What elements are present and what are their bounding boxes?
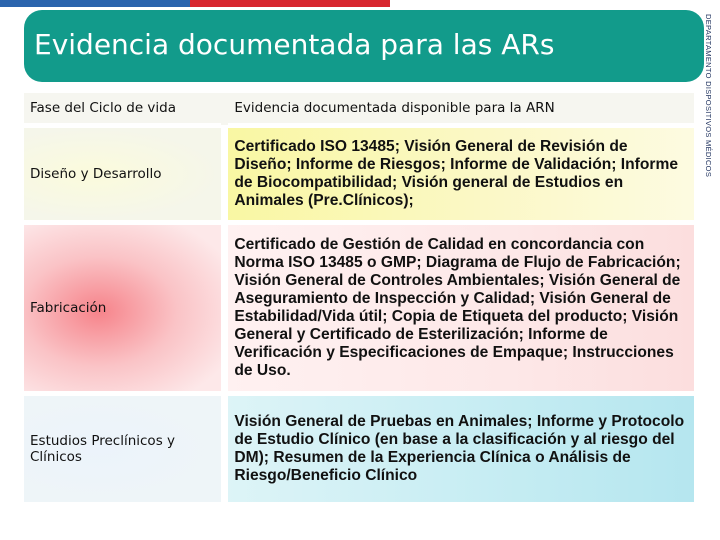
column-separator — [221, 396, 228, 504]
top-bar-blue-segment — [0, 0, 190, 7]
header-phase: Fase del Ciclo de vida — [24, 93, 221, 125]
column-separator — [221, 225, 228, 393]
slide-title: Evidencia documentada para las ARs — [34, 28, 555, 61]
top-bar-white-segment — [390, 0, 720, 7]
title-banner — [24, 10, 704, 82]
side-label — [697, 14, 717, 214]
row-phase: Diseño y Desarrollo — [24, 128, 221, 222]
column-separator — [221, 93, 228, 125]
table-row — [24, 225, 694, 393]
header-evidence: Evidencia documentada disponible para la ARN — [228, 93, 694, 125]
row-phase: Estudios Preclínicos y Clínicos — [24, 396, 221, 504]
table-row — [24, 396, 694, 504]
table-row — [24, 128, 694, 222]
top-bar-red-segment — [190, 0, 390, 7]
side-label-text: DEPARTAMENTO DISPOSITIVOS MÉDICOS — [704, 14, 713, 178]
row-evidence: Visión General de Pruebas en Animales; Informe y Protocolo de Estudio Clínico (en base a la clasificación y al riesgo del DM); Resumen de la Experiencia Clínica o Análisis de Riesgo/Beneficio Clínico — [228, 396, 694, 504]
row-evidence: Certificado de Gestión de Calidad en concordancia con Norma ISO 13485 o GMP; Diagrama de Flujo de Fabricación; Visión General de Controles Ambientales; Visión General de Aseguramiento de Inspección y Calidad; Visión General de Estabilidad/Vida útil; Copia de Etiqueta del producto; Visión General y Certificado de Esterilización; Informe de Verificación y Especificaciones de Empaque; Instrucciones de Uso. — [228, 225, 694, 393]
table-header-row — [24, 93, 694, 125]
top-color-bar — [0, 0, 720, 7]
evidence-table — [24, 90, 694, 507]
column-separator — [221, 128, 228, 222]
row-evidence: Certificado ISO 13485; Visión General de Revisión de Diseño; Informe de Riesgos; Informe de Validación; Informe de Biocompatibilidad; Visión general de Estudios en Animales (Pre.Clínicos); — [228, 128, 694, 222]
row-phase: Fabricación — [24, 225, 221, 393]
